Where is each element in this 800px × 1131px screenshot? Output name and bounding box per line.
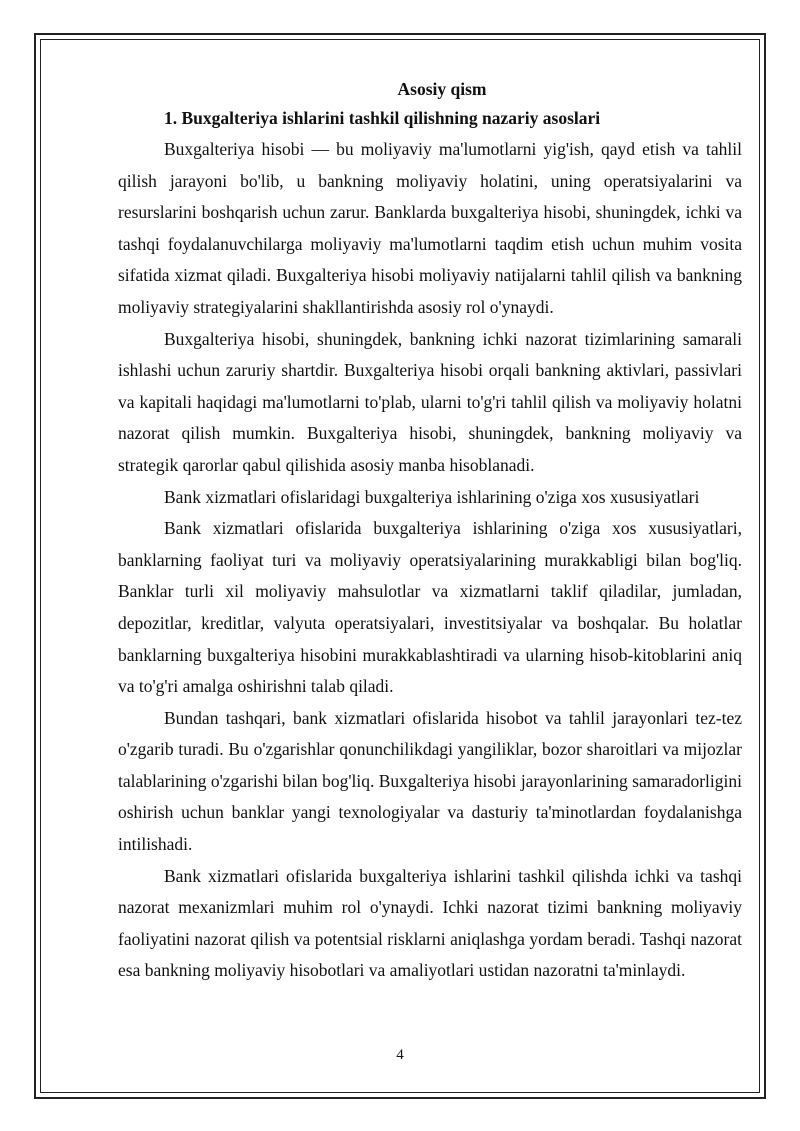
chapter-heading: Asosiy qism xyxy=(397,79,487,99)
page-number: 4 xyxy=(396,1047,404,1063)
paragraph-3-subheading: Bank xizmatlari ofislaridagi buxgalteriya ishlarining o'ziga xos xususiyatlari xyxy=(164,486,700,507)
section-title: 1. Buxgalteriya ishlarini tashkil qilishning nazariy asoslari xyxy=(164,108,601,128)
paragraph-5: Bundan tashqari, bank xizmatlari ofislarida hisobot va tahlil jarayonlari tez-tez o'zgarib turadi. Bu o'zgarishlar qonunchilikdagi yangiliklar, bozor sharoitlari va mijozlar talablarining o'zgarishi bilan bog'liq. Buxgalteriya hisobi jarayonlarining samaradorligini oshirish uchun banklar yangi texnologiyalar va dasturiy ta'minotlardan foydalanishga intilishadi. xyxy=(118,707,742,855)
paragraph-1: Buxgalteriya hisobi — bu moliyaviy ma'lumotlarni yig'ish, qayd etish va tahlil qilish jarayoni bo'lib, u bankning moliyaviy holatini, uning operatsiyalarini va resurslarini boshqarish uchun zarur. Banklarda buxgalteriya hisobi, shuningdek, ichki va tashqi foydalanuvchilarga moliyaviy ma'lumotlarni taqdim etish uchun muhim vosita sifatida xizmat qiladi. Buxgalteriya hisobi moliyaviy natijalarni tahlil qilish va bankning moliyaviy strategiyalarini shakllantirishda asosiy rol o'ynaydi. xyxy=(118,139,742,317)
paragraph-4: Bank xizmatlari ofislarida buxgalteriya ishlarining o'ziga xos xususiyatlari, banklarning faoliyat turi va moliyaviy operatsiyalarining murakkabligi bilan bog'liq. Banklar turli xil moliyaviy mahsulotlar va xizmatlarni taklif qiladilar, jumladan, depozitlar, kreditlar, valyuta operatsiyalari, investitsiyalar va boshqalar. Bu holatlar banklarning buxgalteriya hisobini murakkablashtiradi va ularning hisob-kitoblarini aniq va to'g'ri amalga oshirishni talab qiladi. xyxy=(118,518,742,697)
paragraph-6: Bank xizmatlari ofislarida buxgalteriya ishlarini tashkil qilishda ichki va tashqi nazorat mexanizmlari muhim rol o'ynaydi. Ichki nazorat tizimi bankning moliyaviy faoliyatini nazorat qilish va potentsial risklarni aniqlashga yordam beradi. Tashqi nazorat esa bankning moliyaviy hisobotlari va amaliyotlari ustidan nazoratni ta'minlaydi. xyxy=(118,865,742,981)
page-content xyxy=(118,76,742,987)
paragraph-2: Buxgalteriya hisobi, shuningdek, bankning ichki nazorat tizimlarining samarali ishlashi uchun zaruriy shartdir. Buxgalteriya hisobi orqali bankning aktivlari, passivlari va kapitali haqidagi ma'lumotlarni to'plab, ularni to'g'ri tahlil qilish va moliyaviy holatni nazorat qilish mumkin. Buxgalteriya hisobi, shuningdek, bankning moliyaviy va strategik qarorlar qabul qilishida asosiy manba hisoblanadi. xyxy=(118,328,742,475)
